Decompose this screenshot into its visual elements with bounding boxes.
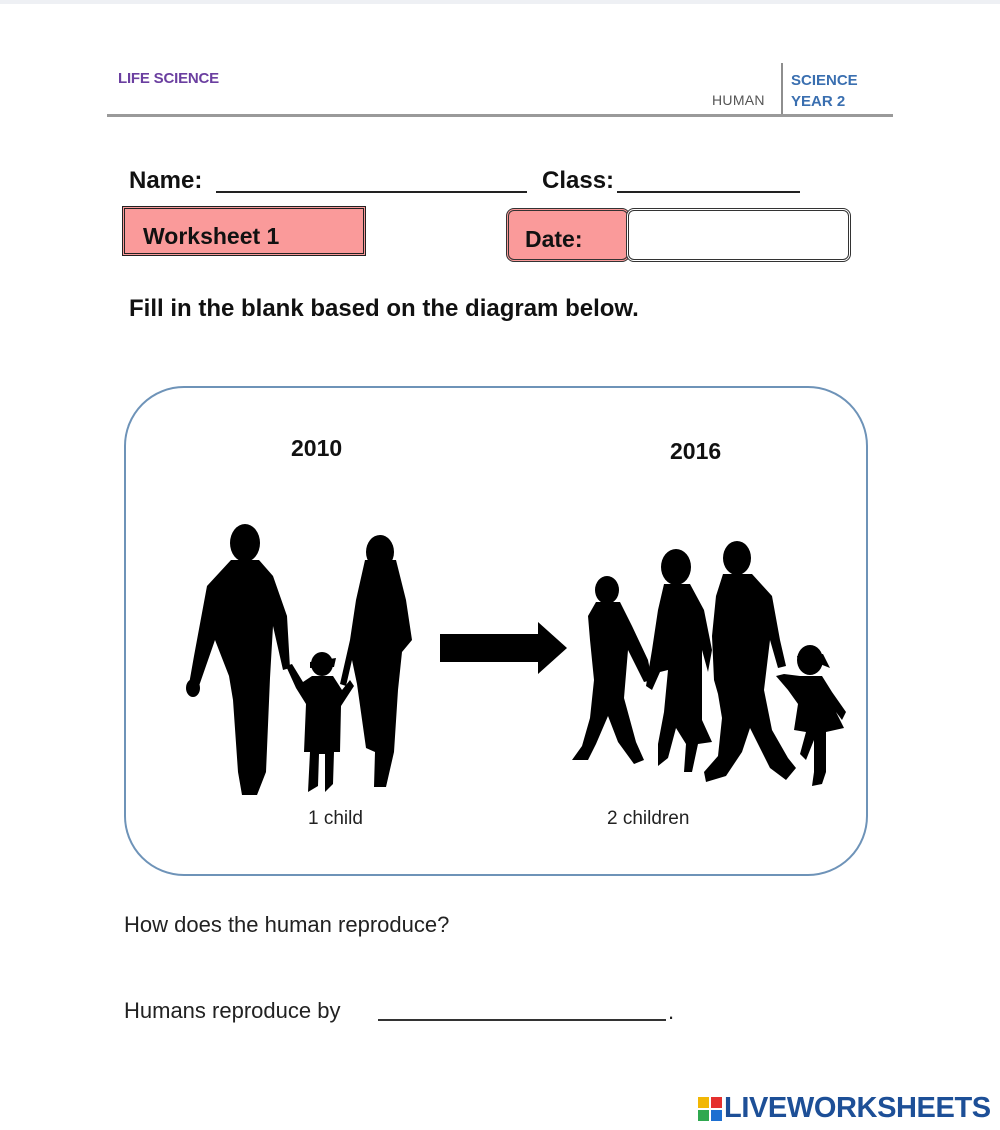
boy-silhouette-icon	[572, 576, 652, 764]
brand-wordmark[interactable]: LIVEWORKSHEETS	[724, 1092, 991, 1124]
answer-input[interactable]	[378, 1019, 666, 1021]
class-label: Class:	[542, 167, 615, 194]
year-after-label: 2016	[670, 438, 722, 464]
subject-title: LIFE SCIENCE	[118, 70, 219, 87]
science-label: SCIENCE	[791, 72, 858, 89]
year-before-label: 2010	[291, 435, 343, 461]
answer-prefix: Humans reproduce by	[124, 998, 341, 1023]
man-silhouette-icon	[704, 541, 796, 782]
instruction-text: Fill in the blank based on the diagram below.	[129, 295, 639, 322]
caption-after: 2 children	[607, 808, 690, 829]
worksheet-label: Worksheet 1	[143, 223, 280, 249]
mother-silhouette-icon	[340, 535, 412, 787]
liveworksheets-logo-icon	[698, 1097, 722, 1121]
woman-silhouette-icon	[646, 549, 712, 772]
father-silhouette-icon	[186, 524, 290, 795]
topic-label: HUMAN	[712, 92, 765, 108]
answer-suffix: .	[668, 999, 675, 1024]
arrow-right-icon	[440, 622, 567, 674]
date-label: Date:	[525, 226, 583, 252]
question-text: How does the human reproduce?	[124, 912, 450, 937]
year-label: YEAR 2	[791, 93, 846, 110]
caption-before: 1 child	[308, 808, 363, 829]
name-label: Name:	[129, 167, 203, 194]
